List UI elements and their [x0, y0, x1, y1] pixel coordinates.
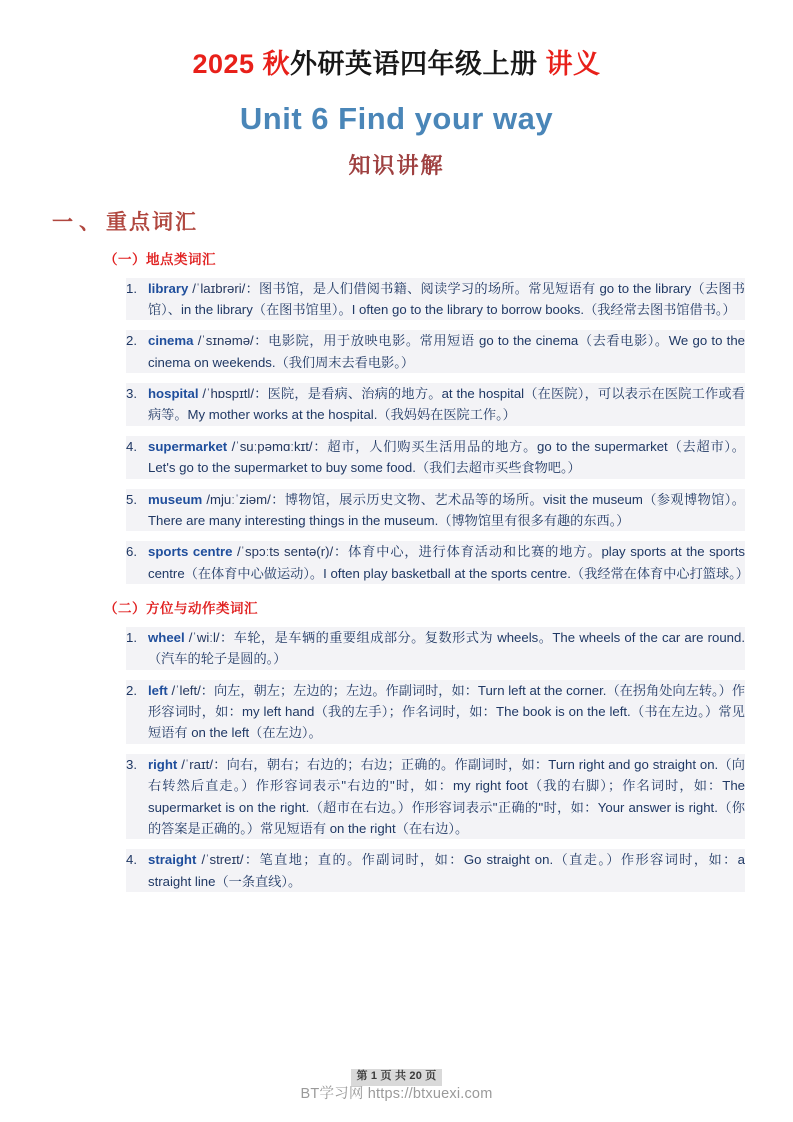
- vocab-body: ：笔直地；直的。作副词时，如：Go straight on.（直走。）作形容词时，如：a straight line（一条直线）。: [148, 852, 745, 889]
- list-item: [126, 383, 745, 426]
- vocab-body: ：超市，人们购买生活用品的地方。go to the supermarket（去超市）。Let's go to the supermarket to buy some food.（我们去超市买些食物吧。）: [148, 438, 745, 476]
- vocab-ipa: /ˈraɪt/: [181, 756, 214, 772]
- doc-title-main: 外研英语四年级上册: [290, 49, 538, 79]
- list-item: [126, 330, 745, 373]
- vocab-ipa: /ˈwiːl/: [188, 629, 220, 645]
- vocab-ipa: /ˈsuːpəmɑːkɪt/: [231, 438, 313, 454]
- section-heading-1: [52, 209, 745, 236]
- vocab-ipa: /ˈsɪnəmə/: [197, 333, 254, 349]
- list-item: [126, 278, 745, 321]
- list-item: [126, 627, 745, 670]
- vocab-list-directions: [52, 627, 745, 892]
- site-name: BT学习网: [300, 1086, 364, 1103]
- vocab-word: cinema: [148, 333, 194, 349]
- vocab-word: sports centre: [148, 544, 233, 560]
- section-gap: [52, 584, 745, 600]
- site-watermark: [0, 1085, 793, 1104]
- vocab-list-places: [52, 278, 749, 585]
- document-title: [0, 48, 793, 82]
- subsection-heading-directions: （二）方位与动作类词汇: [104, 601, 258, 617]
- vocab-ipa: /ˈhɒspɪtl/: [202, 386, 255, 402]
- vocab-word: hospital: [148, 386, 199, 402]
- vocab-word: supermarket: [148, 438, 228, 454]
- page-footer: [0, 1066, 793, 1104]
- vocab-word: library: [148, 280, 189, 296]
- vocab-body: ：医院，是看病、治病的地方。at the hospital（在医院），可以表示在医院工作或看病等。My mother works at the hospital.（我妈妈在医院工作。）: [148, 386, 745, 423]
- document-content: [0, 209, 793, 892]
- list-item: [126, 849, 745, 892]
- vocab-word: wheel: [148, 629, 185, 645]
- vocab-word: museum: [148, 491, 203, 507]
- list-item: [126, 436, 745, 479]
- list-item: [126, 489, 745, 532]
- unit-title: Unit 6 Find your way: [239, 100, 554, 136]
- vocab-body: ：向右，朝右；右边的；右边；正确的。作副词时，如：Turn right and go straight on.（向右转然后直走。）作形容词表示"右边的"时，如：my right foot（我的右脚）；作名词时，如：The supermarket is on the right.（超市在右边。）作形容词表示"正确的"时，如：Your answer is right.（你的答案是正确的。）常见短语有 on the right（在右边）。: [148, 756, 745, 836]
- list-item: [126, 754, 745, 840]
- list-item: [126, 541, 749, 584]
- doc-title-tail: 讲义: [545, 49, 601, 79]
- doc-title-year: 2025 秋: [192, 49, 291, 79]
- vocab-body: ：图书馆，是人们借阅书籍、阅读学习的场所。常见短语有 go to the library（去图书馆）、in the library（在图书馆里）。I often go to the library to borrow books.（我经常去图书馆借书。）: [148, 280, 745, 317]
- section-heading-text: 重点词汇: [106, 211, 198, 235]
- vocab-ipa: /ˈleft/: [171, 682, 201, 698]
- vocab-body: ：体育中心，进行体育活动和比赛的地方。play sports at the sports centre（在体育中心做运动）。I often play basketball at the sports centre.（我经常在体育中心打篮球。）: [148, 544, 749, 581]
- subsection-heading-places: （一）地点类词汇: [104, 251, 216, 267]
- list-item: [126, 680, 745, 744]
- vocab-word: left: [148, 682, 168, 698]
- page-number-indicator: 第 1 页 共 20 页: [351, 1069, 441, 1086]
- vocab-body: ：向左，朝左；左边的；左边。作副词时，如：Turn left at the corner.（在拐角处向左转。）作形容词时，如：my left hand（我的左手）；作名词时，如：The book is on the left.（书在左边。）常见短语有 on the left（在左边）。: [148, 682, 746, 741]
- vocab-ipa: /ˈlaɪbrəri/: [192, 280, 246, 296]
- vocab-ipa: /ˈspɔːts sentə(r)/: [237, 544, 334, 560]
- vocab-body: ：电影院，用于放映电影。常用短语 go to the cinema（去看电影）。We go to the cinema on weekends.（我们周末去看电影。）: [148, 333, 745, 370]
- vocab-word: right: [148, 756, 178, 772]
- vocab-ipa: /ˈstreɪt/: [201, 852, 244, 868]
- title-block: [0, 0, 793, 179]
- document-subtitle: 知识讲解: [348, 152, 445, 178]
- site-url: https://btxuexi.com: [367, 1086, 493, 1103]
- vocab-body: ：博物馆，展示历史文物、艺术品等的场所。visit the museum（参观博物馆）。There are many interesting things in the museum.（博物馆里有很多有趣的东西。）: [148, 491, 745, 528]
- vocab-word: straight: [148, 852, 197, 868]
- section-heading-number: 一、: [52, 211, 106, 235]
- vocab-ipa: /mjuːˈziəm/: [206, 491, 271, 507]
- vocab-body: ：车轮，是车辆的重要组成部分。复数形式为 wheels。The wheels of the car are round.（汽车的轮子是圆的。）: [148, 629, 745, 667]
